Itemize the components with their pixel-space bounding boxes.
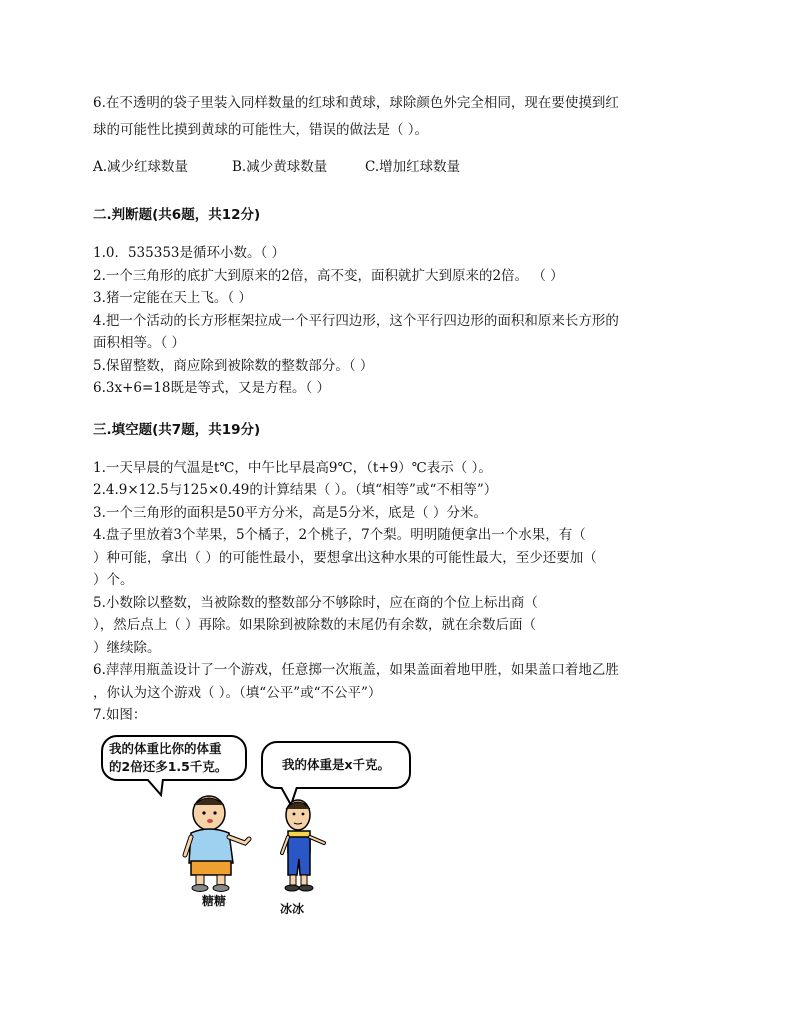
s3-line: ）个。 xyxy=(93,572,134,588)
s2-line: 1.0．535353是循环小数。（ ） xyxy=(93,245,286,261)
section-2-heading: 二.判断题(共6题，共12分) xyxy=(93,207,261,223)
section-3-heading: 三.填空题(共7题，共19分) xyxy=(93,421,261,438)
option-a: A.减少红球数量 xyxy=(93,159,189,175)
speech-bubble-bingbing: 我的体重是x千克。 xyxy=(261,741,411,789)
s3-line: 1.一天早晨的气温是t℃，中午比早晨高9℃，（t+9）℃表示（ ）。 xyxy=(93,459,492,476)
s2-line: 5.保留整数，商应除到被除数的整数部分。（ ） xyxy=(93,357,374,374)
s3-line: 5.小数除以整数，当被除数的整数部分不够除时，应在商的个位上标出商（ xyxy=(93,594,538,611)
figure-7 xyxy=(101,735,431,935)
s3-line: ），然后点上（ ）再除。如果除到被除数的末尾仍有余数，就在余数后面（ xyxy=(93,617,537,633)
s3-line: ）继续除。 xyxy=(93,639,161,656)
option-b: B.减少黄球数量 xyxy=(232,159,328,175)
q6-line-1: 6.在不透明的袋子里装入同样数量的红球和黄球，球除颜色外完全相同，现在要使摸到红 xyxy=(93,95,619,111)
s3-line: 3.一个三角形的面积是50平方分米，高是5分米，底是（ ）分米。 xyxy=(93,504,487,521)
section-2-body xyxy=(93,242,713,400)
q6-line-2: 球的可能性比摸到黄球的可能性大，错误的做法是（ ）。 xyxy=(93,122,429,138)
s2-line: 面积相等。（ ） xyxy=(93,335,186,351)
option-c: C.增加红球数量 xyxy=(365,159,461,175)
tangtang-figure-icon xyxy=(179,793,259,893)
s2-line: 4.把一个活动的长方形框架拉成一个平行四边形，这个平行四边形的面积和原来长方形的 xyxy=(93,312,619,329)
s3-line: 2.4.9×12.5与125×0.49的计算结果（ ）。（填“相等”或“不相等”） xyxy=(93,482,498,498)
bubble-tail-icon xyxy=(141,779,181,797)
name-bingbing: 冰冰 xyxy=(280,902,305,916)
section-3-body xyxy=(93,457,713,727)
speech-bubble-tangtang xyxy=(101,735,247,781)
s3-line: 6.萍萍用瓶盖设计了一个游戏，任意掷一次瓶盖，如果盖面着地甲胜，如果盖口着地乙胜 xyxy=(93,662,619,678)
bubble1-line2: 的2倍还多1.5千克。 xyxy=(109,759,228,774)
s2-line: 3.猪一定能在天上飞。（ ） xyxy=(93,290,252,306)
s3-line: 4.盘子里放着3个苹果，5个橘子，2个桃子，7个梨。明明随便拿出一个水果，有（ xyxy=(93,527,586,543)
question-6 xyxy=(93,90,713,181)
q6-options xyxy=(93,154,713,181)
s3-line: 7.如图： xyxy=(93,707,147,723)
worksheet-page xyxy=(93,90,713,727)
bingbing-figure-icon xyxy=(276,797,336,901)
s3-line: ，你认为这个游戏（ ）。（填“公平”或“不公平”） xyxy=(93,684,382,701)
name-tangtang: 糖糖 xyxy=(202,894,227,908)
s2-line: 6.3x+6=18既是等式，又是方程。（ ） xyxy=(93,380,331,396)
s3-line: ）种可能，拿出（ ）的可能性最小，要想拿出这种水果的可能性最大，至少还要加（ xyxy=(93,549,597,566)
s2-line: 2.一个三角形的底扩大到原来的2倍，高不变，面积就扩大到原来的2倍。 （ ） xyxy=(93,267,564,284)
bubble1-line1: 我的体重比你的体重 xyxy=(109,741,222,756)
